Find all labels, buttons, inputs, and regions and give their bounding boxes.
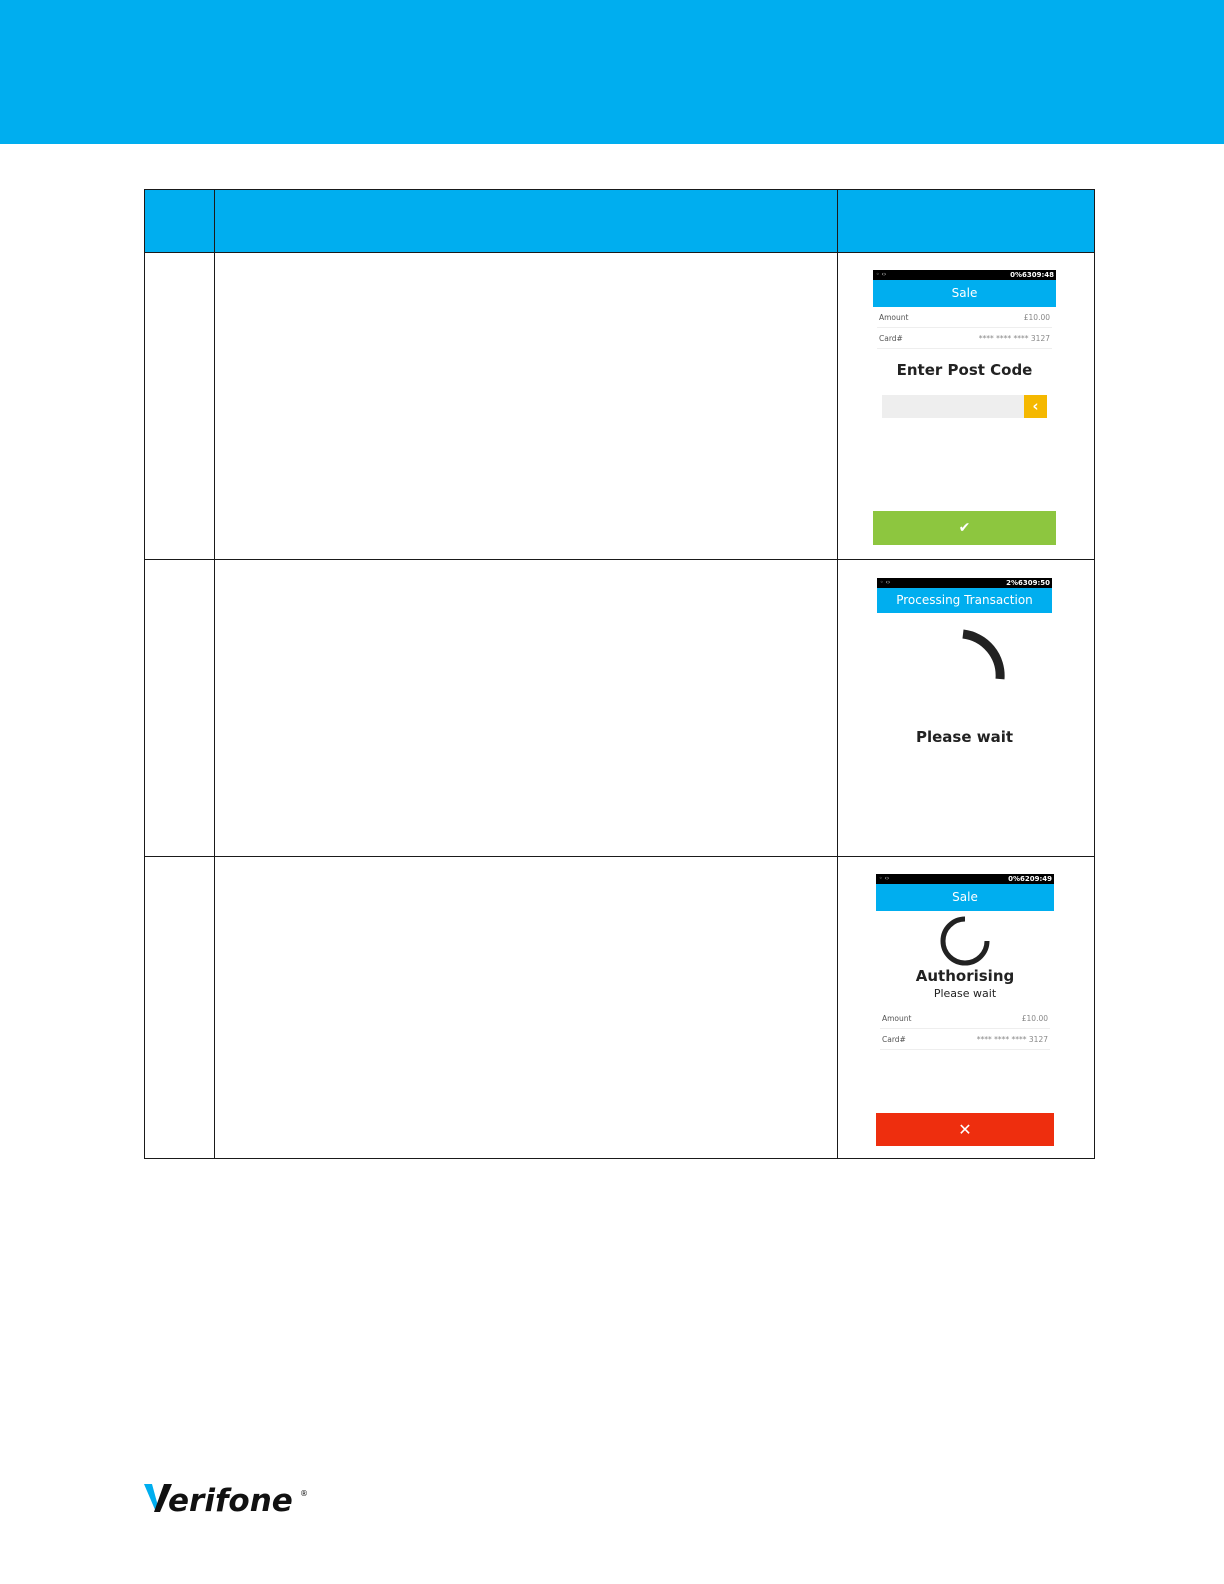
signal-icon: ◦ ‹› [876,271,887,278]
step-cell [145,857,215,1159]
please-wait-subheading: Please wait [933,987,997,1000]
please-wait-heading: Please wait [915,728,1014,746]
card-value: **** **** **** 3127 [976,1035,1048,1044]
signal-icon: ◦ ‹› [879,875,890,882]
card-label: Card# [882,1035,906,1044]
header-screen [838,190,1095,253]
header-step [145,190,215,253]
amount-label: Amount [882,1014,912,1023]
postcode-input[interactable] [882,395,1047,418]
terminal-screen-processing [877,578,1052,848]
amount-value: £10.00 [1023,313,1050,322]
top-banner [0,0,1224,144]
authorising-heading: Authorising [915,967,1015,985]
description-cell [215,253,838,560]
status-time: 0%6309:48 [1010,271,1054,279]
description-cell [215,857,838,1159]
table-row [145,253,1095,560]
amount-row [880,1008,1050,1029]
confirm-button[interactable] [873,511,1056,545]
card-row [880,1029,1050,1050]
card-label: Card# [879,334,903,343]
verifone-logo [142,1478,312,1518]
loading-spinner-icon [957,629,1007,685]
description-cell [215,560,838,857]
table-row [145,560,1095,857]
card-row [877,328,1052,349]
signal-icon: ◦ ‹› [880,579,891,586]
step-cell [145,560,215,857]
terminal-screen-postcode [873,270,1056,545]
screen-title: Processing Transaction [877,588,1052,613]
status-bar [873,270,1056,280]
screen-title: Sale [876,884,1054,911]
table-row [145,857,1095,1159]
card-value: **** **** **** 3127 [978,334,1050,343]
screen-title: Sale [873,280,1056,307]
logo-wordmark: erifone [168,1483,293,1518]
status-bar [876,874,1054,884]
checkmark-icon: ✔ [958,520,971,536]
header-description [215,190,838,253]
amount-label: Amount [879,313,909,322]
status-bar [877,578,1052,588]
close-icon: ✕ [958,1120,972,1139]
status-time: 0%6209:49 [1008,875,1052,883]
screen-cell [838,253,1095,560]
cancel-button[interactable] [876,1113,1054,1146]
procedure-table [144,189,1095,1159]
chevron-left-icon: ‹ [1032,397,1039,415]
amount-row [877,307,1052,328]
step-cell [145,253,215,560]
amount-value: £10.00 [1021,1014,1048,1023]
enter-postcode-heading: Enter Post Code [896,361,1033,379]
screen-cell [838,560,1095,857]
status-time: 2%6309:50 [1006,579,1050,587]
transaction-info [876,1008,1054,1050]
backspace-button[interactable] [1024,395,1047,418]
terminal-screen-authorising [876,874,1054,1146]
loading-spinner-icon [938,914,992,968]
screen-cell [838,857,1095,1159]
table-header-row [145,190,1095,253]
registered-mark: ® [300,1489,308,1498]
